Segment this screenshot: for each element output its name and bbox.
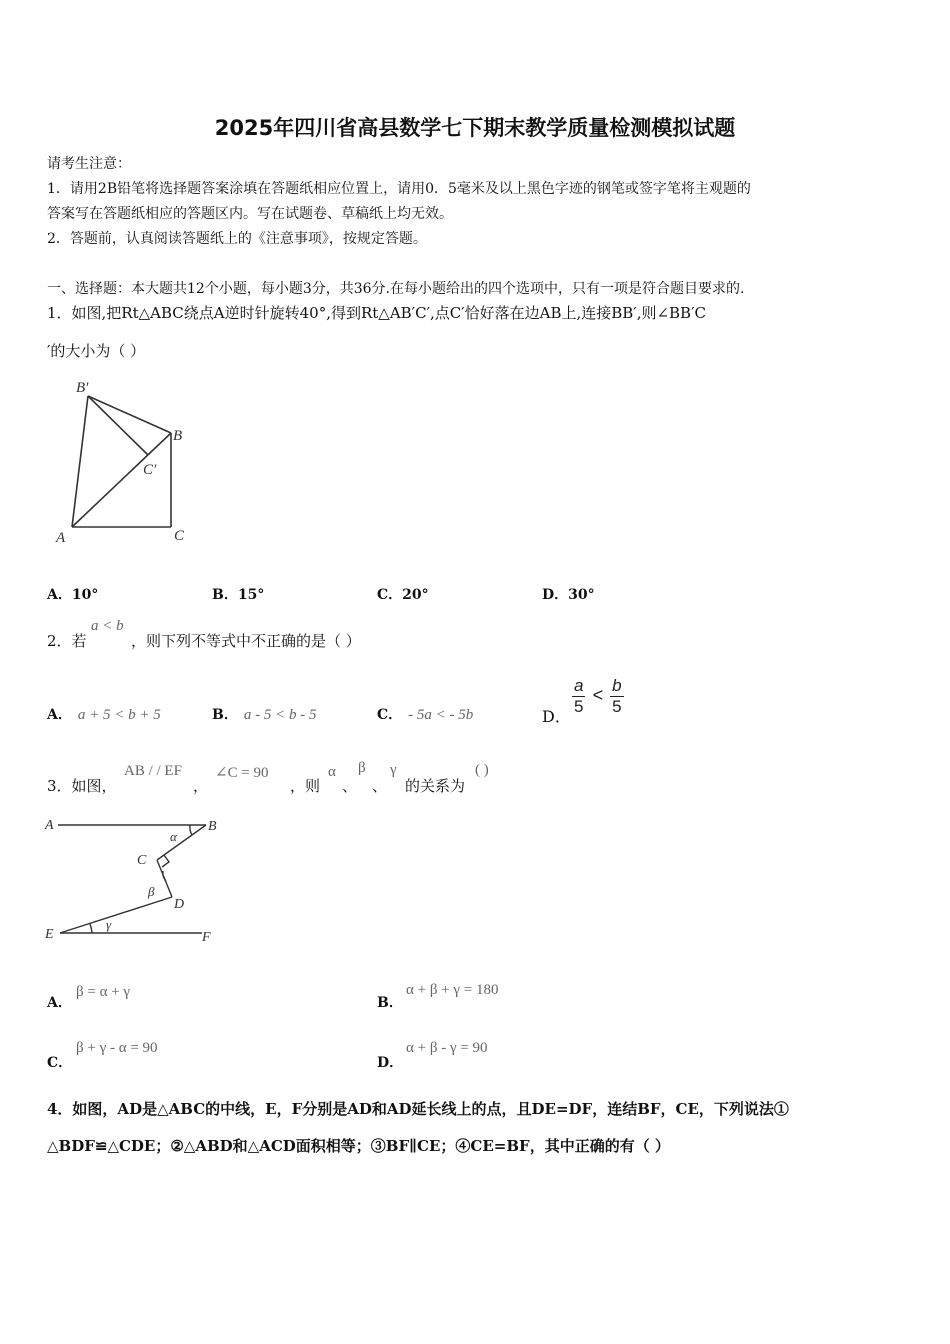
q3-condition-parallel: AB / / EF	[124, 763, 182, 779]
question-2-suffix: ，则下列不等式中不正确的是（ ）	[131, 632, 361, 650]
question-2-prefix: 2．若	[47, 632, 87, 650]
question-4-text: 4．如图，AD是△ABC的中线，E，F分别是AD和AD延长线上的点，且DE=DF，连结BF，CE，下列说法①	[47, 1100, 789, 1118]
q3-comma: ，	[193, 777, 209, 795]
q3-option-a-letter[interactable]: A．	[47, 995, 72, 1011]
q3-option-d-text[interactable]: α + β - γ = 90	[406, 1040, 488, 1056]
q3-arc-alpha	[190, 825, 192, 835]
q3-then: ，则	[290, 777, 321, 795]
q1-segment-ab	[72, 433, 171, 527]
q3-sep1: 、	[342, 777, 358, 795]
q3-condition-angle: ∠C = 90	[215, 765, 269, 781]
page-title: 2025年四川省高县数学七下期末教学质量检测模拟试题	[214, 116, 736, 140]
q1-segment-ab-prime	[72, 396, 88, 527]
q2-option-d-expression[interactable]: $\frac{a}{5}$ < $\frac{b}{5}$	[574, 676, 622, 716]
q3-segment-de	[60, 897, 172, 933]
q1-option-b[interactable]: B．15°	[212, 587, 265, 603]
q3-option-d-letter[interactable]: D．	[377, 1055, 404, 1071]
q2-option-a[interactable]: A． a + 5 < b + 5	[47, 707, 161, 723]
q3-label-d: D	[174, 897, 185, 912]
q3-label-a: A	[45, 818, 54, 833]
q2-option-b[interactable]: B． a - 5 < b - 5	[212, 707, 317, 723]
q3-label-gamma: γ	[106, 917, 112, 932]
q1-label-c: C	[174, 528, 185, 544]
q1-label-a: A	[56, 530, 66, 546]
q1-label-c-prime: C′	[143, 462, 157, 478]
notice-heading: 请考生注意：	[47, 156, 131, 172]
q2-option-c[interactable]: C． - 5a < - 5b	[377, 707, 474, 723]
q3-label-e: E	[45, 927, 54, 942]
q3-label-f: F	[202, 930, 211, 945]
question-3-prefix: 3．如图，	[47, 777, 117, 795]
section-heading: 一、选择题：本大题共12个小题，每小题3分，共36分.在每小题给出的四个选项中，只有一项是符合题目要求的.	[47, 281, 745, 297]
q3-option-b-letter[interactable]: B．	[377, 995, 403, 1011]
q3-alpha: α	[328, 764, 336, 780]
q3-label-alpha: α	[170, 829, 177, 844]
q3-right-angle-mark	[162, 855, 169, 867]
q3-option-c-text[interactable]: β + γ - α = 90	[76, 1040, 158, 1056]
notice-line2: 2．答题前，认真阅读答题纸上的《注意事项》，按规定答题。	[47, 231, 427, 247]
q3-option-a-text[interactable]: β = α + γ	[76, 984, 131, 1000]
q3-paren: ( )	[475, 762, 489, 778]
q1-option-a[interactable]: A．10°	[47, 587, 99, 603]
question-1-text: 1．如图,把Rt△ABC绕点A逆时针旋转40°,得到Rt△AB′C′,点C′恰好落在边AB上,连接BB′,则∠BB′C	[47, 304, 706, 322]
q3-suffix: 的关系为	[405, 777, 466, 795]
q3-label-b: B	[208, 819, 217, 834]
q1-segment-b-prime-c-prime	[88, 396, 148, 455]
q3-arc-beta	[163, 871, 166, 881]
q3-option-c-letter[interactable]: C．	[47, 1055, 73, 1071]
q3-option-b-text[interactable]: α + β + γ = 180	[406, 982, 499, 998]
question-4-text-cont: △BDF≌△CDE；②△ABD和△ACD面积相等；③BF∥CE；④CE=BF，其中正确的有（ ）	[47, 1137, 670, 1155]
q3-arc-gamma	[90, 924, 92, 933]
q3-figure	[40, 810, 230, 950]
q1-label-b: B	[173, 428, 183, 444]
notice-line1-cont: 答案写在答题纸相应的答题区内。写在试题卷、草稿纸上均无效。	[47, 206, 453, 222]
q1-option-d[interactable]: D．30°	[542, 587, 595, 603]
q3-gamma: γ	[390, 762, 397, 778]
question-1-text-cont: ′的大小为（ ）	[47, 342, 146, 360]
q1-figure	[48, 370, 198, 550]
notice-line1: 1．请用2B铅笔将选择题答案涂填在答题纸相应位置上，请用0．5毫米及以上黑色字迹的钢笔或签字笔将主观题的	[47, 181, 751, 197]
q1-segment-bb-prime	[88, 396, 171, 433]
q3-sep2: 、	[372, 777, 388, 795]
q2-condition: a < b	[91, 618, 124, 634]
q3-beta: β	[358, 760, 366, 776]
q3-label-beta: β	[148, 884, 155, 899]
q1-label-b-prime: B′	[76, 380, 89, 396]
q3-label-c: C	[137, 853, 147, 868]
q1-option-c[interactable]: C．20°	[377, 587, 429, 603]
q2-option-d-letter[interactable]: D．	[542, 707, 571, 726]
